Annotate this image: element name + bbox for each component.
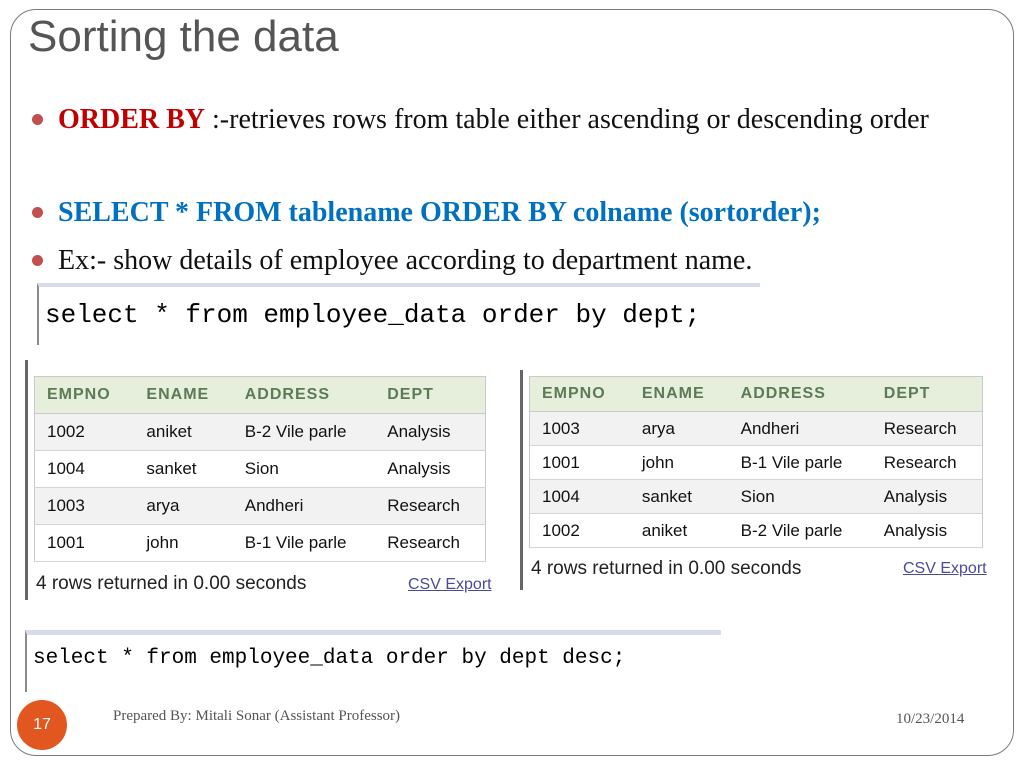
table-cell: Research [375, 488, 485, 525]
table-cell: 1002 [530, 514, 630, 548]
column-header: EMPNO [530, 377, 630, 412]
column-header: EMPNO [35, 377, 135, 414]
example-text: Ex:- show details of employee according to department name. [58, 245, 753, 276]
table-cell: Analysis [375, 414, 485, 451]
column-header: ENAME [630, 377, 729, 412]
table-cell: Research [872, 412, 983, 446]
order-by-description: :-retrieves rows from table either ascending or descending order [205, 104, 929, 135]
table-cell: aniket [630, 514, 729, 548]
table-row [35, 414, 486, 451]
column-header: DEPT [375, 377, 485, 414]
table-cell: 1001 [530, 446, 630, 480]
table-header-row [35, 377, 486, 414]
footer-date: 10/23/2014 [896, 711, 965, 727]
column-header: ENAME [134, 377, 232, 414]
table-cell: aniket [134, 414, 232, 451]
query-ascending: select * from employee_data order by dept; [37, 283, 760, 345]
bullet-sql-syntax [30, 191, 930, 234]
bullet-order-by [30, 98, 930, 186]
table-row [35, 488, 486, 525]
table-cell: Research [375, 525, 485, 562]
table-cell: Sion [233, 451, 376, 488]
table-cell: 1004 [35, 451, 135, 488]
result-table-descending [529, 376, 983, 548]
result-panel-descending [520, 370, 1000, 590]
csv-export-link[interactable]: CSV Export [903, 560, 987, 577]
table-cell: Research [872, 446, 983, 480]
rows-returned-message: 4 rows returned in 0.00 seconds [36, 573, 307, 594]
table-cell: B-1 Vile parle [729, 446, 872, 480]
table-row [530, 514, 983, 548]
page-number-badge [17, 700, 67, 750]
table-cell: Andheri [233, 488, 376, 525]
table-row [530, 480, 983, 514]
table-cell: B-1 Vile parle [233, 525, 376, 562]
table-cell: Analysis [375, 451, 485, 488]
table-cell: arya [134, 488, 232, 525]
table-cell: 1002 [35, 414, 135, 451]
table-cell: Sion [729, 480, 872, 514]
bullet-list [30, 98, 930, 282]
table-cell: john [134, 525, 232, 562]
column-header: ADDRESS [233, 377, 376, 414]
table-cell: 1004 [530, 480, 630, 514]
table-cell: 1003 [530, 412, 630, 446]
table-cell: Andheri [729, 412, 872, 446]
order-by-keyword: ORDER BY [58, 104, 206, 135]
table-row [530, 446, 983, 480]
table-row [35, 451, 486, 488]
table-cell: sanket [134, 451, 232, 488]
table-row [35, 525, 486, 562]
page-number: 17 [33, 716, 51, 733]
slide-title: Sorting the data [28, 12, 339, 61]
table-header-row [530, 377, 983, 412]
csv-export-link[interactable]: CSV Export [408, 576, 492, 593]
result-table-ascending [34, 376, 486, 562]
rows-returned-message: 4 rows returned in 0.00 seconds [531, 558, 802, 579]
table-cell: 1001 [35, 525, 135, 562]
column-header: DEPT [872, 377, 983, 412]
column-header: ADDRESS [729, 377, 872, 412]
result-panel-ascending [25, 360, 503, 600]
table-cell: john [630, 446, 729, 480]
table-cell: B-2 Vile parle [233, 414, 376, 451]
table-cell: arya [630, 412, 729, 446]
table-cell: Analysis [872, 514, 983, 548]
table-cell: 1003 [35, 488, 135, 525]
table-row [530, 412, 983, 446]
footer-prepared-by: Prepared By: Mitali Sonar (Assistant Professor) [113, 708, 401, 724]
query-descending: select * from employee_data order by dept desc; [25, 630, 721, 692]
sql-syntax-text: SELECT * FROM tablename ORDER BY colname (sortorder); [58, 197, 821, 228]
table-cell: sanket [630, 480, 729, 514]
bullet-example [30, 239, 930, 282]
table-cell: Analysis [872, 480, 983, 514]
table-cell: B-2 Vile parle [729, 514, 872, 548]
